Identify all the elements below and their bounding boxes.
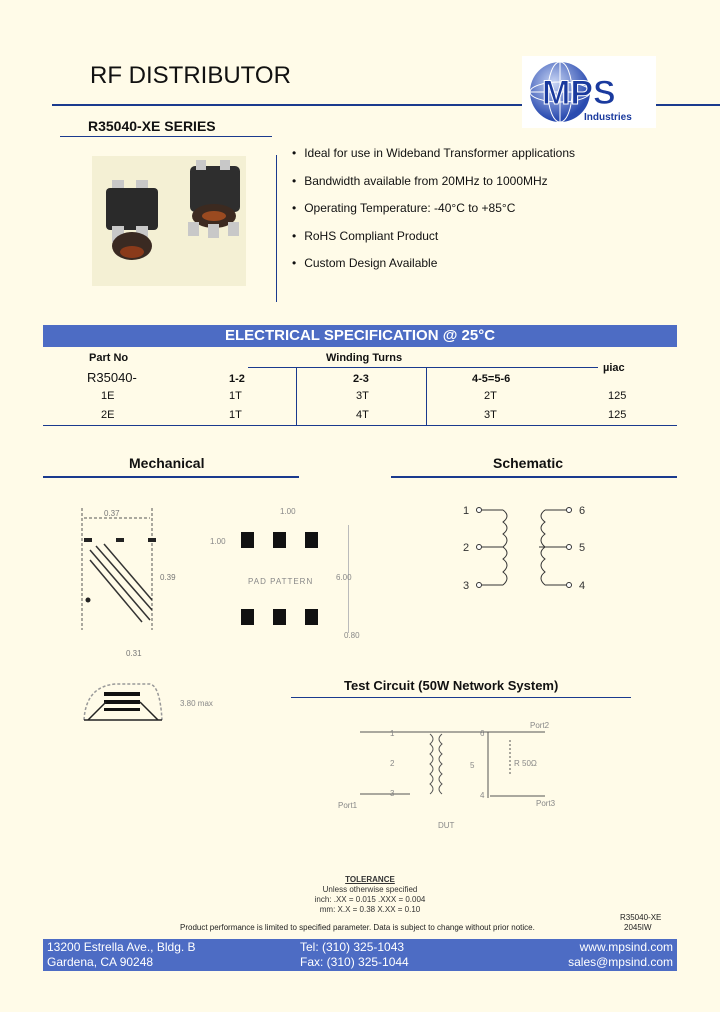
pad-height-dim: 1.00 [210, 537, 226, 546]
svg-text:3.80 max: 3.80 max [180, 699, 213, 708]
footer-address-1: 13200 Estrella Ave., Bldg. B [47, 940, 196, 954]
doc-rev: 2045IW [624, 923, 652, 932]
footer-address-2: Gardena, CA 90248 [47, 955, 154, 969]
svg-text:0.31: 0.31 [126, 649, 142, 658]
svg-text:5: 5 [579, 542, 586, 554]
pad-pattern-label: PAD PATTERN [248, 577, 314, 586]
svg-text:1: 1 [390, 729, 395, 738]
svg-text:4: 4 [579, 580, 586, 592]
svg-text:2: 2 [463, 542, 470, 554]
schematic-rule [391, 476, 677, 478]
mechanical-rule [43, 476, 299, 478]
col-divider [296, 368, 297, 426]
row1-w23: 3T [356, 390, 369, 402]
svg-text:3: 3 [463, 580, 470, 592]
feature-item: • Operating Temperature: -40°C to +85°C [292, 195, 575, 223]
doc-code: R35040-XE [620, 913, 662, 922]
pad [305, 609, 318, 625]
pad-total-dim: 6.00 [336, 573, 352, 582]
tolerance-title: TOLERANCE [345, 875, 395, 884]
feature-list [292, 140, 575, 278]
spec-bottom-rule [43, 425, 677, 426]
footer-email-link[interactable]: sales@mpsind.com [568, 955, 673, 969]
document-title: RF DISTRIBUTOR [90, 62, 291, 89]
svg-text:4: 4 [480, 791, 485, 800]
footer-bar [43, 939, 677, 971]
tolerance-line: inch: .XX = 0.015 .XXX = 0.004 [314, 895, 426, 904]
test-circuit-diagram [330, 712, 570, 842]
pad [241, 532, 254, 548]
svg-text:0.39: 0.39 [160, 573, 176, 582]
disclaimer: Product performance is limited to specified parameter. Data is subject to change without prior notice. [180, 923, 535, 932]
series-rule [60, 136, 272, 137]
test-circuit-rule [291, 697, 631, 698]
sub-1-2: 1-2 [229, 373, 245, 385]
tolerance-line: Unless otherwise specified [322, 885, 418, 894]
row2-w23: 4T [356, 409, 369, 421]
row1-part: 1E [101, 390, 115, 402]
row1-w12: 1T [229, 390, 242, 402]
pad-pattern [208, 505, 378, 655]
svg-text:Port2: Port2 [530, 721, 550, 730]
part-prefix: R35040- [87, 370, 137, 385]
series-name: R35040-XE SERIES [88, 118, 216, 134]
svg-text:DUT: DUT [438, 821, 455, 830]
row1-uiac: 125 [608, 390, 627, 402]
svg-text:6: 6 [480, 729, 485, 738]
svg-text:Port1: Port1 [338, 801, 358, 810]
row2-part: 2E [101, 409, 115, 421]
svg-text:5: 5 [470, 761, 475, 770]
footer-tel: Tel: (310) 325-1043 [300, 940, 405, 954]
spec-table [43, 348, 677, 426]
feature-item: • Custom Design Available [292, 250, 575, 278]
svg-text:0.37: 0.37 [104, 509, 120, 518]
row1-w45: 2T [484, 390, 497, 402]
svg-text:2: 2 [390, 759, 395, 768]
globe-icon [522, 56, 656, 128]
pad [305, 532, 318, 548]
pad [273, 532, 286, 548]
svg-text:Port3: Port3 [536, 799, 556, 808]
pad-gap-dim: 0.80 [344, 631, 360, 640]
feature-item: • RoHS Compliant Product [292, 223, 575, 251]
pad-width-dim: 1.00 [280, 507, 296, 516]
row2-uiac: 125 [608, 409, 627, 421]
col-part-no: Part No [89, 352, 129, 364]
test-circuit-heading: Test Circuit (50W Network System) [344, 678, 559, 693]
col-winding-turns: Winding Turns [326, 352, 403, 364]
spec-heading: ELECTRICAL SPECIFICATION @ 25°C [43, 325, 677, 347]
photo-divider [276, 155, 277, 302]
row2-w12: 1T [229, 409, 242, 421]
svg-text:R 50Ω: R 50Ω [514, 759, 537, 768]
svg-text:1: 1 [463, 505, 470, 517]
schematic-heading: Schematic [493, 455, 564, 471]
svg-text:3: 3 [390, 789, 395, 798]
footer-web-link[interactable]: www.mpsind.com [579, 940, 673, 954]
profile-view [76, 678, 226, 730]
mechanical-heading: Mechanical [129, 455, 205, 471]
mechanical-drawing [70, 500, 180, 660]
col-divider [426, 368, 427, 426]
sub-4-5: 4-5=5-6 [472, 373, 511, 385]
logo-subtext: Industries [584, 112, 632, 123]
mps-logo [522, 56, 656, 128]
sub-2-3: 2-3 [353, 373, 369, 385]
pad [241, 609, 254, 625]
footer-fax: Fax: (310) 325-1044 [300, 955, 409, 969]
logo-text: MPS [542, 74, 616, 112]
tolerance-line: mm: X.X = 0.38 X.XX = 0.10 [319, 905, 421, 914]
schematic-diagram [455, 500, 605, 600]
feature-item: • Ideal for use in Wideband Transformer applications [292, 140, 575, 168]
row2-w45: 3T [484, 409, 497, 421]
col-uiac: µiac [603, 362, 625, 374]
svg-text:6: 6 [579, 505, 586, 517]
tolerance-block [290, 875, 450, 915]
winding-rule [248, 367, 598, 368]
pad [273, 609, 286, 625]
product-photo [92, 156, 246, 286]
feature-item: • Bandwidth available from 20MHz to 1000MHz [292, 168, 575, 196]
